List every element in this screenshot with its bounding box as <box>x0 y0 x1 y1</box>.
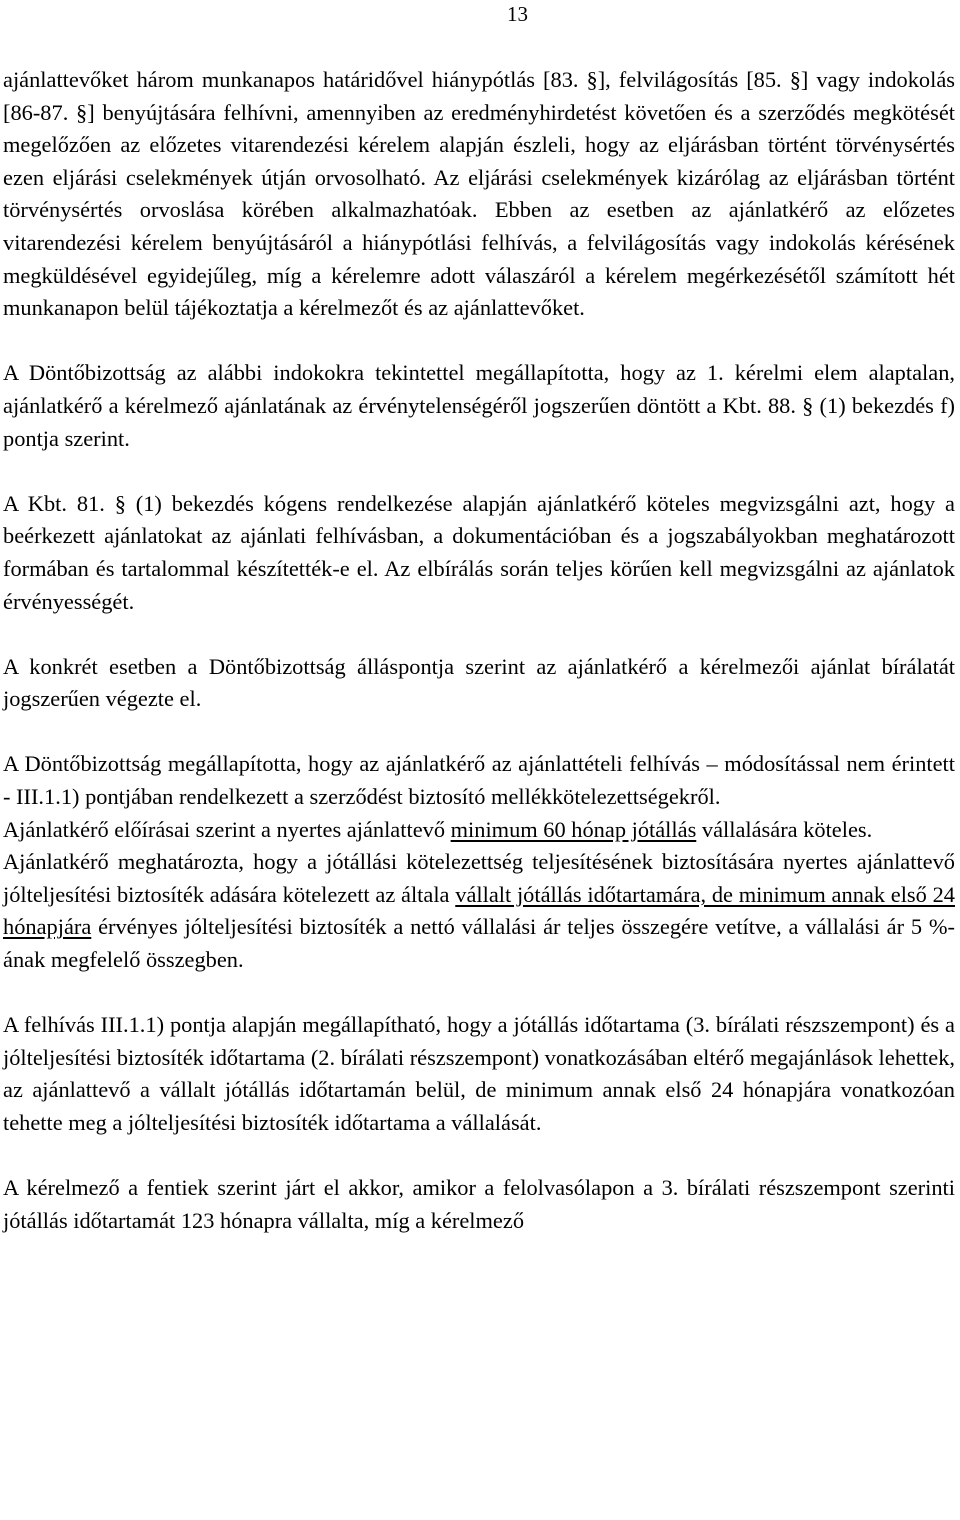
underlined-text: vállalt jótállás időtartamára, de minimum annak első 24 hónapjára <box>3 881 955 940</box>
underlined-text: minimum 60 hónap jótállás <box>450 816 697 842</box>
document-body <box>3 64 955 1237</box>
paragraph <box>3 357 955 455</box>
paragraph-text: A kérelmező a fentiek szerint járt el akkor, amikor a felolvasólapon a 3. bírálati részszempont szerinti jótállás időtartamát 123 hónapra vállalta, míg a kérelmező <box>3 1175 955 1233</box>
paragraph <box>3 1009 955 1139</box>
paragraph-text: érvényes jólteljesítési biztosíték a nettó vállalási ár teljes összegére vetítve, a vállalási ár 5 %-ának megfelelő összegben. <box>3 914 955 973</box>
paragraph-text: A felhívás III.1.1) pontja alapján megállapítható, hogy a jótállás időtartama (3. bírálati részszempont) és a jólteljesítési biztosíték időtartama (2. bírálati részszempont) vonatkozásában eltérő megajánlások lehettek, az ajánlattevő a vállalt jótállás időtartamán belül, de minimum annak első 24 hónapjára vonatkozóan tehette meg a jólteljesítési biztosíték időtartama a vállalását. <box>3 1012 955 1135</box>
paragraph-text: A Döntőbizottság az alábbi indokokra tekintettel megállapította, hogy az 1. kérelmi elem alaptalan, ajánlatkérő a kérelmező ajánlatának az érvénytelenségéről jogszerűen döntött a Kbt. 88. § (1) bekezdés f) pontja szerint. <box>3 360 955 451</box>
paragraph <box>3 1172 955 1237</box>
paragraph-text: A Döntőbizottság megállapította, hogy az ajánlatkérő az ajánlattételi felhívás – módosítással nem érintett - III.1.1) pontjában rendelkezett a szerződést biztosító mellékkötelezettségekről. <box>3 751 955 810</box>
paragraph <box>3 846 955 976</box>
paragraph-text: A konkrét esetben a Döntőbizottság álláspontja szerint az ajánlatkérő a kérelmezői ajánlat bírálatát jogszerűen végezte el. <box>3 653 955 712</box>
page-number: 13 <box>507 2 528 26</box>
paragraph-text: vállalására köteles. <box>696 816 873 842</box>
paragraph <box>3 748 955 813</box>
paragraph <box>3 488 955 618</box>
paragraph <box>3 814 955 847</box>
paragraph-text: Ajánlatkérő meghatározta, hogy a jótállási kötelezettség teljesítésének biztosítására nyertes ajánlattevő jólteljesítési biztosíték adására kötelezett az általa <box>3 849 955 907</box>
paragraph <box>3 651 955 716</box>
paragraph-text: A Kbt. 81. § (1) bekezdés kógens rendelkezése alapján ajánlatkérő köteles megvizsgálni azt, hogy a beérkezett ajánlatokat az ajánlati felhívásban, a dokumentációban és a jogszabályokban meghatározott formában és tartalommal készítették-e el. Az elbírálás során teljes körűen kell megvizsgálni az ajánlatok érvényességét. <box>3 490 955 614</box>
paragraph <box>3 64 955 325</box>
paragraph-text: ajánlattevőket három munkanapos határidővel hiánypótlás [83. §], felvilágosítás [85. §] vagy indokolás [86-87. §] benyújtására felhívni, amennyiben az eredményhirdetést követően és a szerződés megkötését megelőzően az előzetes vitarendezési kérelem alapján észleli, hogy az eljárásban történt törvénysértés ezen eljárási cselekmények útján orvosolható. Az eljárási cselekmények kizárólag az eljárásban történt törvénysértés orvoslása körében alkalmazhatóak. Ebben az esetben az ajánlatkérő az előzetes vitarendezési kérelem benyújtásáról a hiánypótlási felhívás, a felvilágosítás vagy indokolás kérésének megküldésével egyidejűleg, míg a kérelemre adott válaszáról a kérelem megérkezésétől számított hét munkanapon belül tájékoztatja a kérelmezőt és az ajánlattevőket. <box>3 67 955 321</box>
paragraph-text: Ajánlatkérő előírásai szerint a nyertes ajánlattevő <box>3 816 451 842</box>
